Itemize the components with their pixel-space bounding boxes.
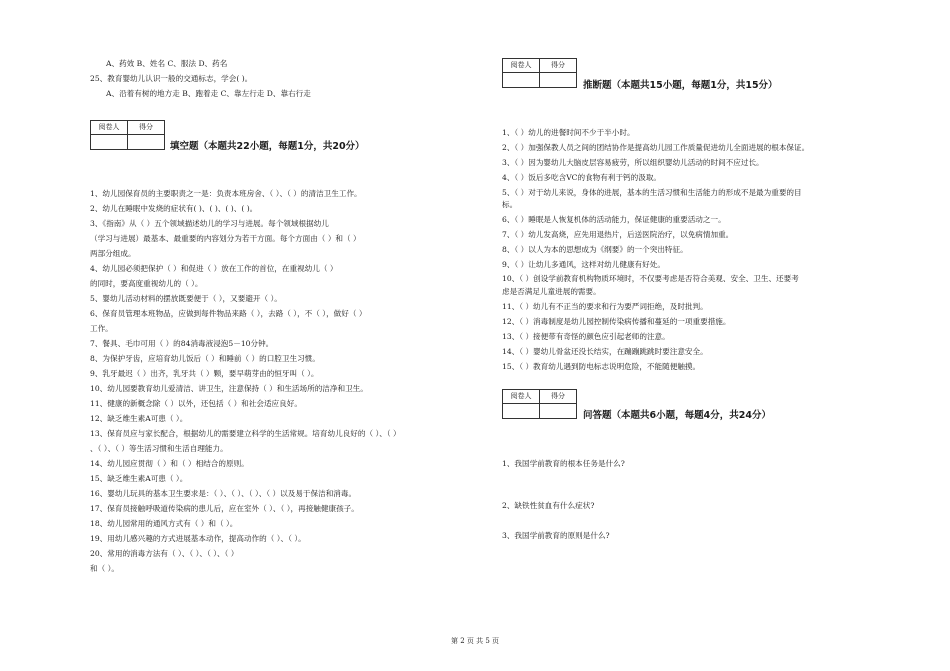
qa-item: 3、我国学前教育的原则是什么? (502, 531, 610, 540)
fill-item: 17、保育员接触呼吸道传染病的患儿后，应在室外（ ）、（ ），再接触健康孩子。 (90, 504, 359, 513)
score-label: 得分 (540, 59, 576, 73)
fill-item: 3、《指南》从（ ）五个领域描述幼儿的学习与进展。每个领域根据幼儿 (90, 219, 329, 228)
score-label: 得分 (540, 390, 576, 404)
judge-item: 1、（ ）幼儿的进餐时间不少于半小时。 (502, 128, 635, 137)
judge-item: 15、（ ）教育幼儿遇到防电标志说明危险，不能随便触摸。 (502, 362, 701, 371)
fill-item: 13、保育员应与家长配合，根据幼儿的需要建立科学的生活常规。培育幼儿良好的（ ）、（ ） (90, 429, 401, 438)
fill-item: 、（ ）、（ ）等生活习惯和生活自理能力。 (90, 444, 228, 453)
fill-item: 16、婴幼儿玩具的基本卫生要求是：（ ）、（ ）、（ ）、（ ）以及易于保洁和消毒。 (90, 489, 357, 498)
fill-item: 工作。 (90, 324, 113, 333)
qa-item: 1、我国学前教育的根本任务是什么? (502, 459, 625, 468)
grader-blank[interactable] (91, 135, 127, 149)
qa-item: 2、缺铁性贫血有什么症状? (502, 501, 595, 510)
judge-score-box (502, 58, 577, 88)
qa-score-box (502, 389, 577, 419)
fill-item: 11、健康的新概念除（ ）以外，还包括（ ）和社会适应良好。 (90, 399, 302, 408)
judge-section-title: 推断题（本题共15小题，每题1分，共15分） (583, 80, 778, 91)
grader-blank[interactable] (503, 73, 539, 87)
fill-item: 20、常用的消毒方法有（ ）、（ ）、（ ）、（ ） (90, 549, 239, 558)
fill-item: 和（ ）。 (90, 564, 119, 573)
fill-item: 9、乳牙最迟（ ）出齐，乳牙共（ ）颗，要早萌芽由的恒牙叫（ ）。 (90, 369, 319, 378)
score-blank[interactable] (540, 404, 576, 418)
grader-label: 阅卷人 (91, 121, 127, 135)
score-blank[interactable] (128, 135, 164, 149)
question-25: 25、教育婴幼儿认识一般的交通标志，学会( )。 (90, 74, 253, 83)
fill-item: （学习与进展）最基本、最重要的内容划分为若干方面。每个方面由（ ）和（ ） (90, 234, 361, 243)
fill-item: 8、为保护牙齿，应培育幼儿饭后（ ）和睡前（ ）的口腔卫生习惯。 (90, 354, 320, 363)
fill-item: 14、幼儿园应贯彻（ ）和（ ）相结合的原则。 (90, 459, 249, 468)
score-blank[interactable] (540, 73, 576, 87)
fill-item: 2、幼儿在睡眠中发烧的症状有( )、( )、( )、( )。 (90, 204, 258, 213)
fill-item: 5、婴幼儿活动材料的摆放既要便于（ ），又要避开（ ）。 (90, 294, 282, 303)
judge-item: 13、（ ）接便带有奇怪的颜色应引起老师的注意。 (502, 332, 670, 341)
fill-item: 18、幼儿园常用的通风方式有（ ）和（ ）。 (90, 519, 238, 528)
judge-item: 6、（ ）睡眠是人恢复机体的活动能力，保证健康的重要活动之一。 (502, 215, 726, 224)
fill-item: 7、餐具、毛巾可用（ ）的84消毒液浸泡5－10分钟。 (90, 339, 274, 348)
judge-item: 标。 (502, 200, 518, 209)
judge-item: 5、（ ）对于幼儿来说，身体的进展，基本的生活习惯和生活能力的形成不是最为重要的目 (502, 188, 802, 197)
judge-item: 9、（ ）让幼儿多通风，这样对幼儿健康有好处。 (502, 260, 665, 269)
grader-label: 阅卷人 (503, 59, 539, 73)
question-24-options: A、药效 B、姓名 C、服法 D、药名 (106, 59, 228, 68)
fill-item: 6、保育员管理本班物品，应做到每件物品来路（ ），去路（ ），不（ ），做好（ ） (90, 309, 367, 318)
judge-item: 7、（ ）幼儿发高烧，应先用退热片，后送医院治疗，以免病情加重。 (502, 230, 734, 239)
judge-item: 12、（ ）消毒制度是幼儿园控制传染病传播和蔓延的一项重要措施。 (502, 317, 731, 326)
fill-item: 12、缺乏维生素A可患（ ）。 (90, 414, 188, 423)
fill-item: 15、缺乏维生素A可患（ ）。 (90, 474, 188, 483)
fill-item: 19、用幼儿感兴趣的方式进展基本动作，提高动作的（ ）、（ ）。 (90, 534, 306, 543)
judge-item: 11、（ ）幼儿有不正当的要求和行为要严词拒绝，及时批判。 (502, 302, 708, 311)
judge-item: 4、（ ）饭后多吃含VC的食物有利于钙的汲取。 (502, 173, 662, 182)
judge-item: 3、（ ）因为婴幼儿大脑皮层容易疲劳，所以组织婴幼儿活动的时间不应过长。 (502, 158, 764, 167)
judge-item: 虑是否满足儿童进展的需要。 (502, 287, 601, 296)
fill-item: 的同时，要高度重视幼儿的（ ）。 (90, 279, 203, 288)
grader-blank[interactable] (503, 404, 539, 418)
judge-item: 14、（ ）婴幼儿骨盆还没长结实，在蹦蹦跳跳时要注意安全。 (502, 347, 708, 356)
qa-section-title: 问答题（本题共6小题，每题4分，共24分） (583, 410, 771, 421)
page-footer: 第 2 页 共 5 页 (450, 637, 500, 645)
judge-item: 10、（ ）创设学前教育机构物质环境时，不仅要考虑是否符合美观、安全、卫生、还要考 (502, 274, 799, 283)
fill-section-title: 填空题（本题共22小题，每题1分，共20分） (170, 141, 365, 152)
score-label: 得分 (128, 121, 164, 135)
fill-item: 两部分组成。 (90, 249, 136, 258)
fill-score-box (90, 120, 165, 150)
fill-item: 4、幼儿园必须把保护（ ）和促进（ ）放在工作的首位，在重视幼儿（ ） (90, 264, 338, 273)
grader-label: 阅卷人 (503, 390, 539, 404)
question-25-options: A、沿着有树的地方走 B、跑着走 C、靠左行走 D、靠右行走 (106, 89, 311, 98)
judge-item: 8、（ ）以人为本的思想成为《纲要》的一个突出特征。 (502, 245, 688, 254)
judge-item: 2、（ ）加强保教人员之间的团结协作是提高幼儿园工作质量促进幼儿全面进展的根本保证。 (502, 143, 810, 152)
fill-item: 10、幼儿园要教育幼儿爱清洁、讲卫生，注意保持（ ）和生活场所的洁净和卫生。 (90, 384, 368, 393)
fill-item: 1、幼儿园保育员的主要职责之一是：负责本班房舍、（ ）、（ ）的清洁卫生工作。 (90, 189, 362, 198)
